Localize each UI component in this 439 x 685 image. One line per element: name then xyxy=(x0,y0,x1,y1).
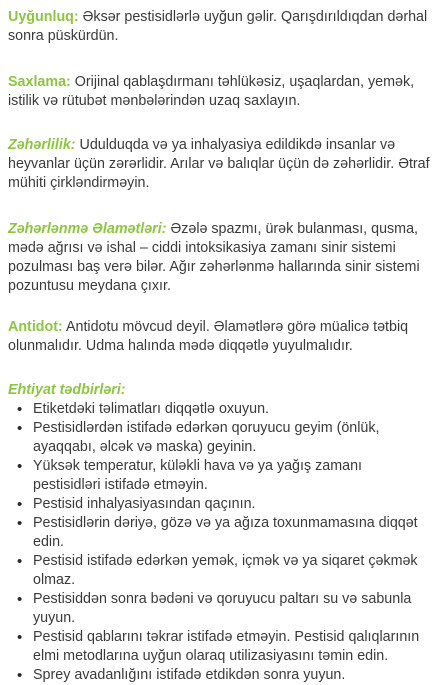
list-item xyxy=(8,514,433,552)
list-item xyxy=(8,419,433,457)
precautions-list xyxy=(8,400,433,685)
bullet-icon: • xyxy=(17,629,23,646)
antidote-text: Antidotu mövcud deyil. Əlamətlərə görə müalicə tətbiq olunmalıdır. Udma halında mədə diqqətlə yuyulmalıdır. xyxy=(8,319,409,354)
list-item-text: Yüksək temperatur, küləkli hava və ya yağış zamanı pestisidləri istifadə etməyin. xyxy=(33,458,362,493)
list-item-text: Sprey avadanlığını istifadə etdikdən sonra yuyun. xyxy=(33,667,346,683)
bullet-icon: • xyxy=(17,667,23,684)
storage-text: Orijinal qablaşdırmanı təhlükəsiz, uşaqlardan, yemək, istilik və rütubət mənbələrindən uzaq saxlayın. xyxy=(8,74,415,109)
list-item-text: Pestisid qablarını təkrar istifadə etməyin. Pestisid qalıqlarının elmi metodlarına uyğun olaraq utilizasiyasını təmin edin. xyxy=(33,629,420,664)
storage-label: Saxlama: xyxy=(8,74,71,90)
bullet-icon: • xyxy=(17,591,23,608)
list-item-text: Pestisidlərin dəriyə, gözə və ya ağıza toxunmamasına diqqət edin. xyxy=(33,515,418,550)
list-item xyxy=(8,628,433,666)
antidote-label: Antidot: xyxy=(8,319,63,335)
bullet-icon: • xyxy=(17,401,23,418)
bullet-icon: • xyxy=(17,458,23,475)
compatibility-text: Əksər pestisidlərlə uyğun gəlir. Qarışdırıldıqdan dərhal sonra püskürdün. xyxy=(8,9,428,44)
compatibility-section xyxy=(8,8,433,46)
toxicity-text: Udulduqda və ya inhalyasiya edildikdə insanlar və heyvanlar üçün zərərlidir. Arılar və balıqlar üçün də zəhərlidir. Ətraf mühiti çirkləndirməyin. xyxy=(8,137,430,191)
bullet-icon: • xyxy=(17,515,23,532)
list-item-text: Pestisid istifadə edərkən yemək, içmək və ya siqaret çəkmək olmaz. xyxy=(33,553,418,588)
poisoning-symptoms-label: Zəhərlənmə Əlamətləri: xyxy=(8,221,167,237)
bullet-icon: • xyxy=(17,553,23,570)
list-item-text: Pestisidlərdən istifadə edərkən qoruyucu geyim (önlük, ayaqqabı, əlcək və maska) geyinin. xyxy=(33,420,380,455)
precautions-section xyxy=(8,381,433,685)
list-item xyxy=(8,590,433,628)
list-item-text: Etiketdəki təlimatları diqqətlə oxuyun. xyxy=(33,401,270,417)
poisoning-symptoms-section xyxy=(8,220,433,296)
list-item xyxy=(8,400,433,419)
list-item xyxy=(8,552,433,590)
list-item xyxy=(8,495,433,514)
toxicity-label: Zəhərlilik: xyxy=(8,137,76,153)
bullet-icon: • xyxy=(17,496,23,513)
compatibility-label: Uyğunluq: xyxy=(8,9,79,25)
precautions-title: Ehtiyat tədbirləri: xyxy=(8,382,126,398)
storage-section xyxy=(8,73,433,111)
list-item-text: Pestisid inhalyasiyasından qaçının. xyxy=(33,496,256,512)
poisoning-symptoms-text: Əzələ spazmı, ürək bulanması, qusma, mədə ağrısı və ishal – ciddi intoksikasiya zamanı sinir sistemi pozulması baş verə bilər. Ağır zəhərlənmə hallarında sinir sistemi pozuntusu meydana çıxır. xyxy=(8,221,420,294)
list-item xyxy=(8,666,433,685)
bullet-icon: • xyxy=(17,420,23,437)
list-item xyxy=(8,457,433,495)
list-item-text: Pestisiddən sonra bədəni və qoruyucu paltarı su və sabunla yuyun. xyxy=(33,591,412,626)
toxicity-section xyxy=(8,136,433,193)
antidote-section xyxy=(8,318,433,356)
